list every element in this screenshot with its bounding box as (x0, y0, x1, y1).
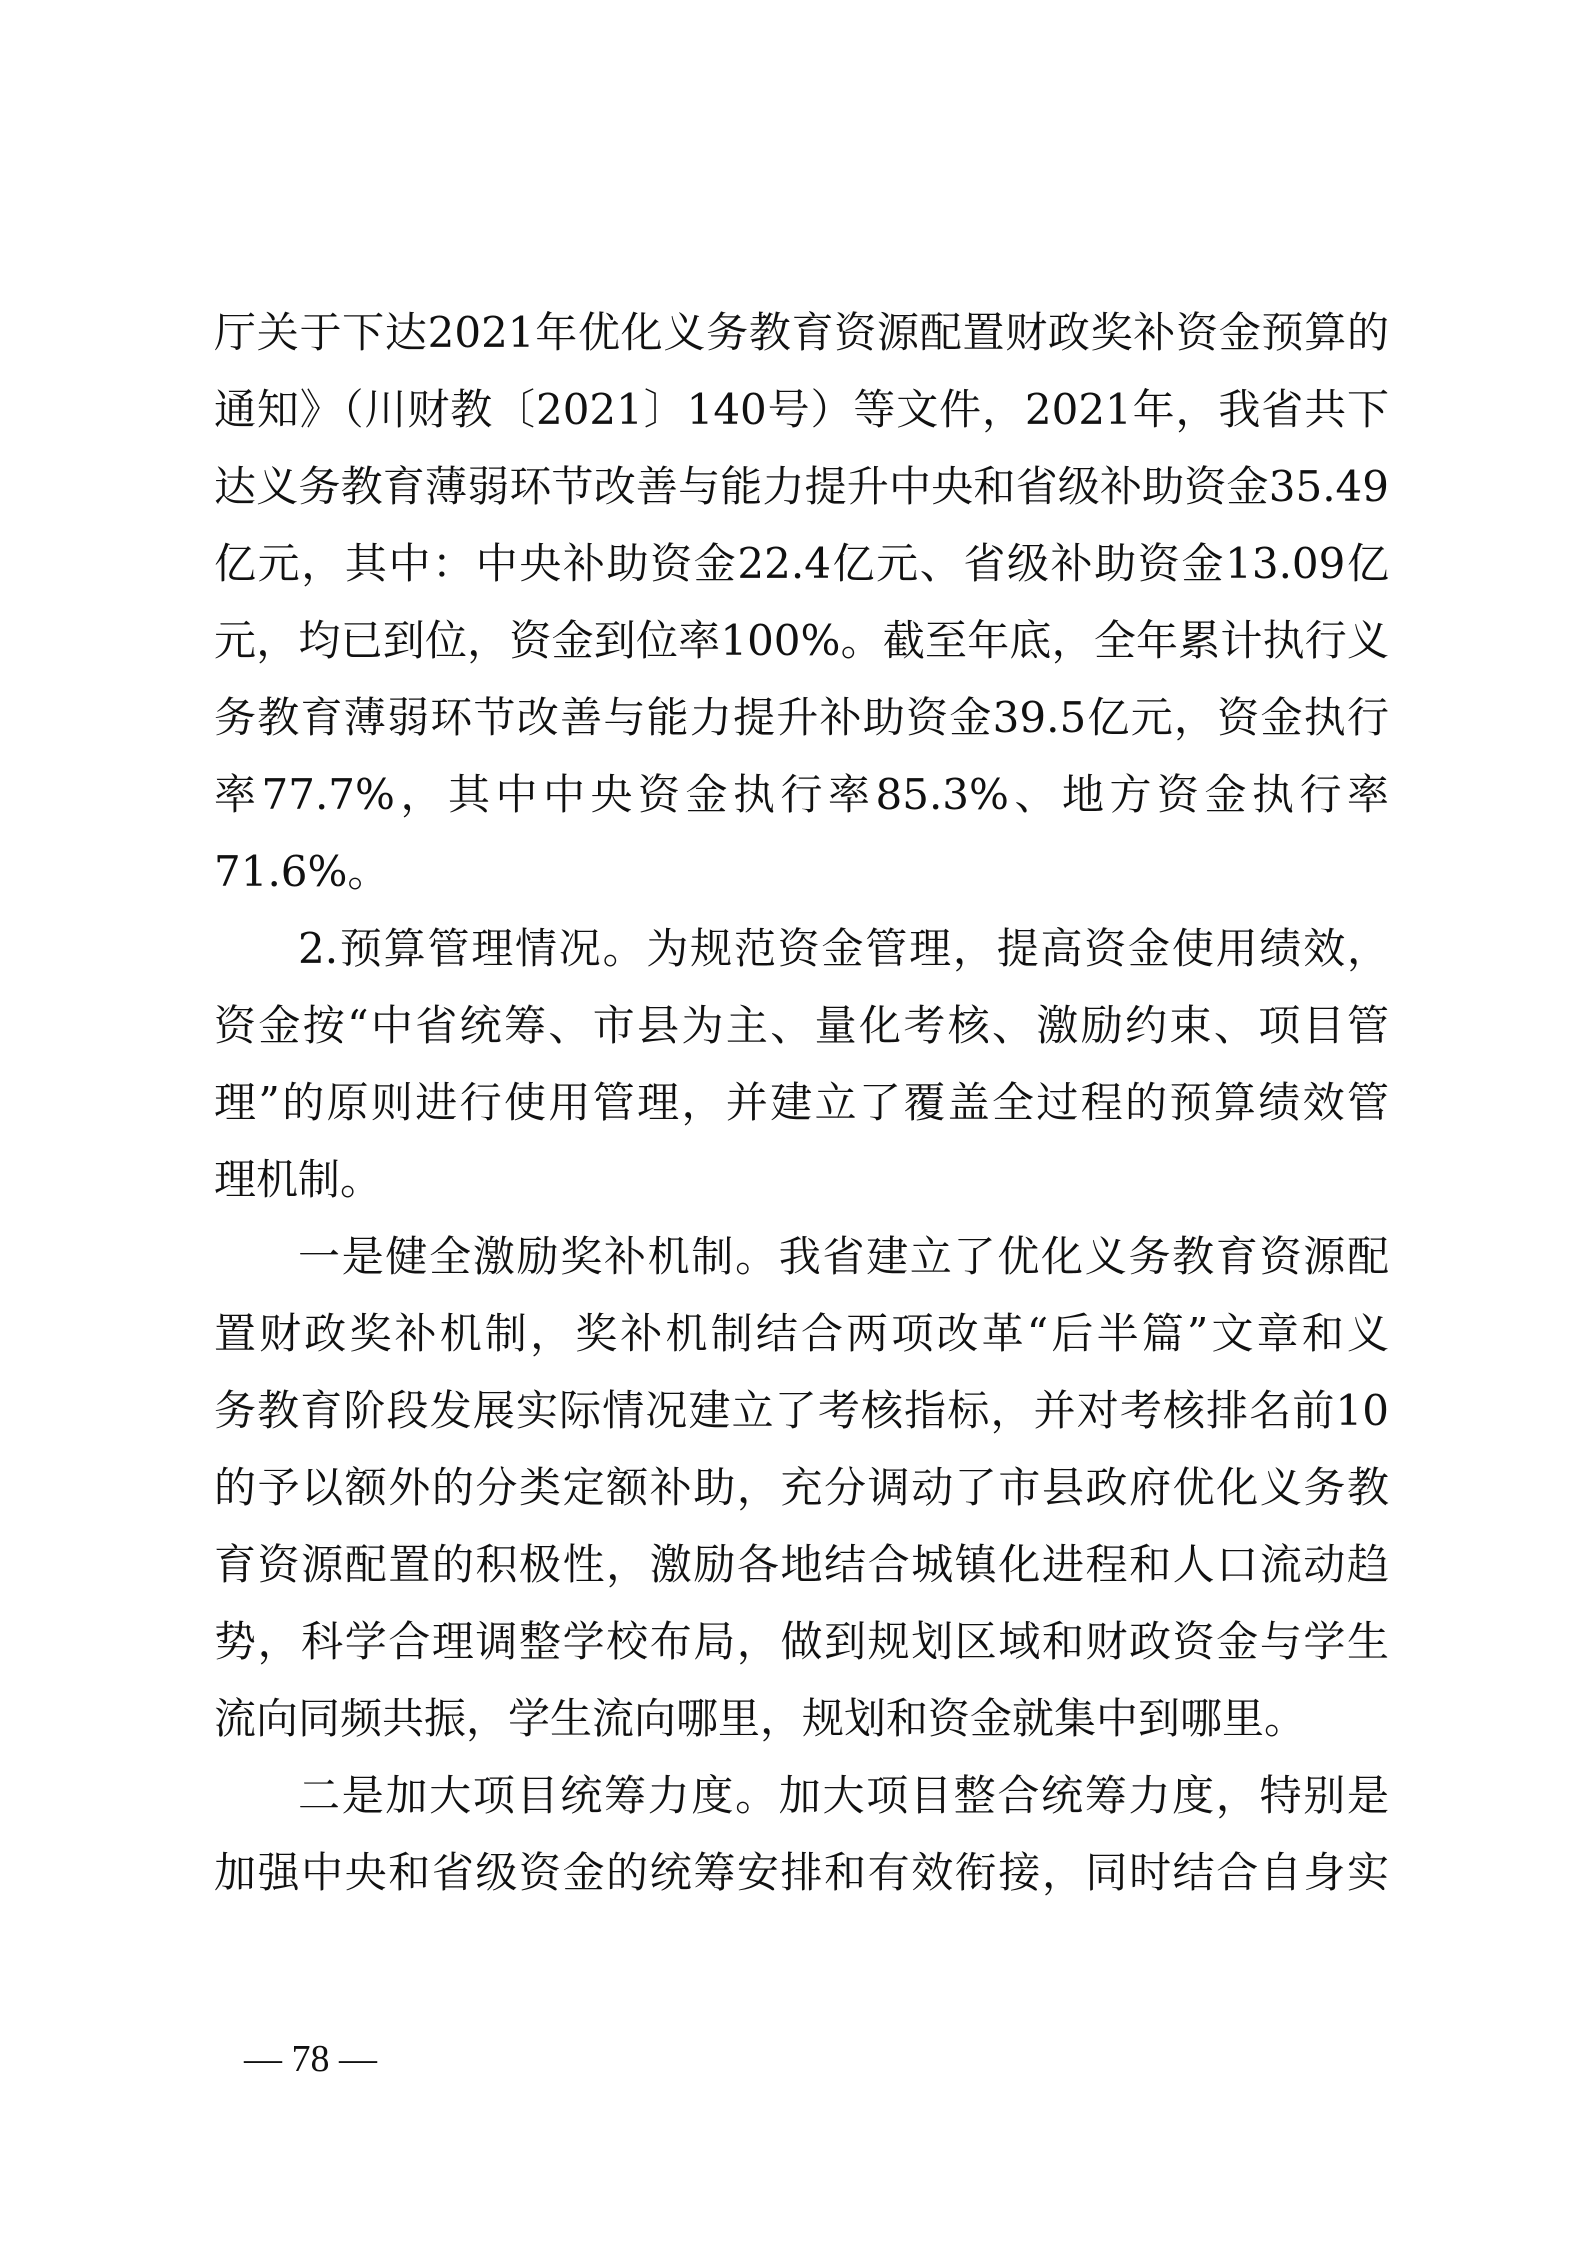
text-line-5: 元，均已到位，资金到位率100%。截至年底，全年累计执行义 (214, 616, 1389, 665)
text-line-8: 71.6%。 (214, 847, 390, 896)
text-line-11: 理”的原则进行使用管理，并建立了覆盖全过程的预算绩效管 (214, 1078, 1389, 1127)
text-line-2: 通知》（川财教〔2021〕140号）等文件，2021年，我省共下 (214, 385, 1389, 434)
text-line-19: 流向同频共振，学生流向哪里，规划和资金就集中到哪里。 (214, 1694, 1307, 1743)
text-line-14: 置财政奖补机制，奖补机制结合两项改革“后半篇”文章和义 (214, 1309, 1389, 1358)
text-line-18: 势，科学合理调整学校布局，做到规划区域和财政资金与学生 (214, 1617, 1389, 1666)
text-line-13: 一是健全激励奖补机制。我省建立了优化义务教育资源配 (298, 1232, 1389, 1281)
page-number: — 78 — (244, 2038, 377, 2080)
text-line-4: 亿元，其中：中央补助资金22.4亿元、省级补助资金13.09亿 (214, 539, 1389, 588)
text-line-17: 育资源配置的积极性，激励各地结合城镇化进程和人口流动趋 (214, 1540, 1389, 1589)
text-line-6: 务教育薄弱环节改善与能力提升补助资金39.5亿元，资金执行 (214, 693, 1389, 742)
text-line-16: 的予以额外的分类定额补助，充分调动了市县政府优化义务教 (214, 1463, 1389, 1512)
text-line-3: 达义务教育薄弱环节改善与能力提升中央和省级补助资金35.49 (214, 462, 1389, 511)
text-line-21: 加强中央和省级资金的统筹安排和有效衔接，同时结合自身实 (214, 1848, 1389, 1897)
text-line-15: 务教育阶段发展实际情况建立了考核指标，并对考核排名前10 (214, 1386, 1389, 1435)
text-line-10: 资金按“中省统筹、市县为主、量化考核、激励约束、项目管 (214, 1001, 1389, 1050)
text-line-20: 二是加大项目统筹力度。加大项目整合统筹力度，特别是 (298, 1771, 1389, 1820)
text-line-9: 2.预算管理情况。为规范资金管理，提高资金使用绩效， (298, 924, 1389, 973)
text-line-7: 率77.7%，其中中央资金执行率85.3%、地方资金执行率 (214, 770, 1389, 819)
text-line-12: 理机制。 (214, 1155, 383, 1204)
text-line-1: 厅关于下达2021年优化义务教育资源配置财政奖补资金预算的 (214, 308, 1389, 357)
